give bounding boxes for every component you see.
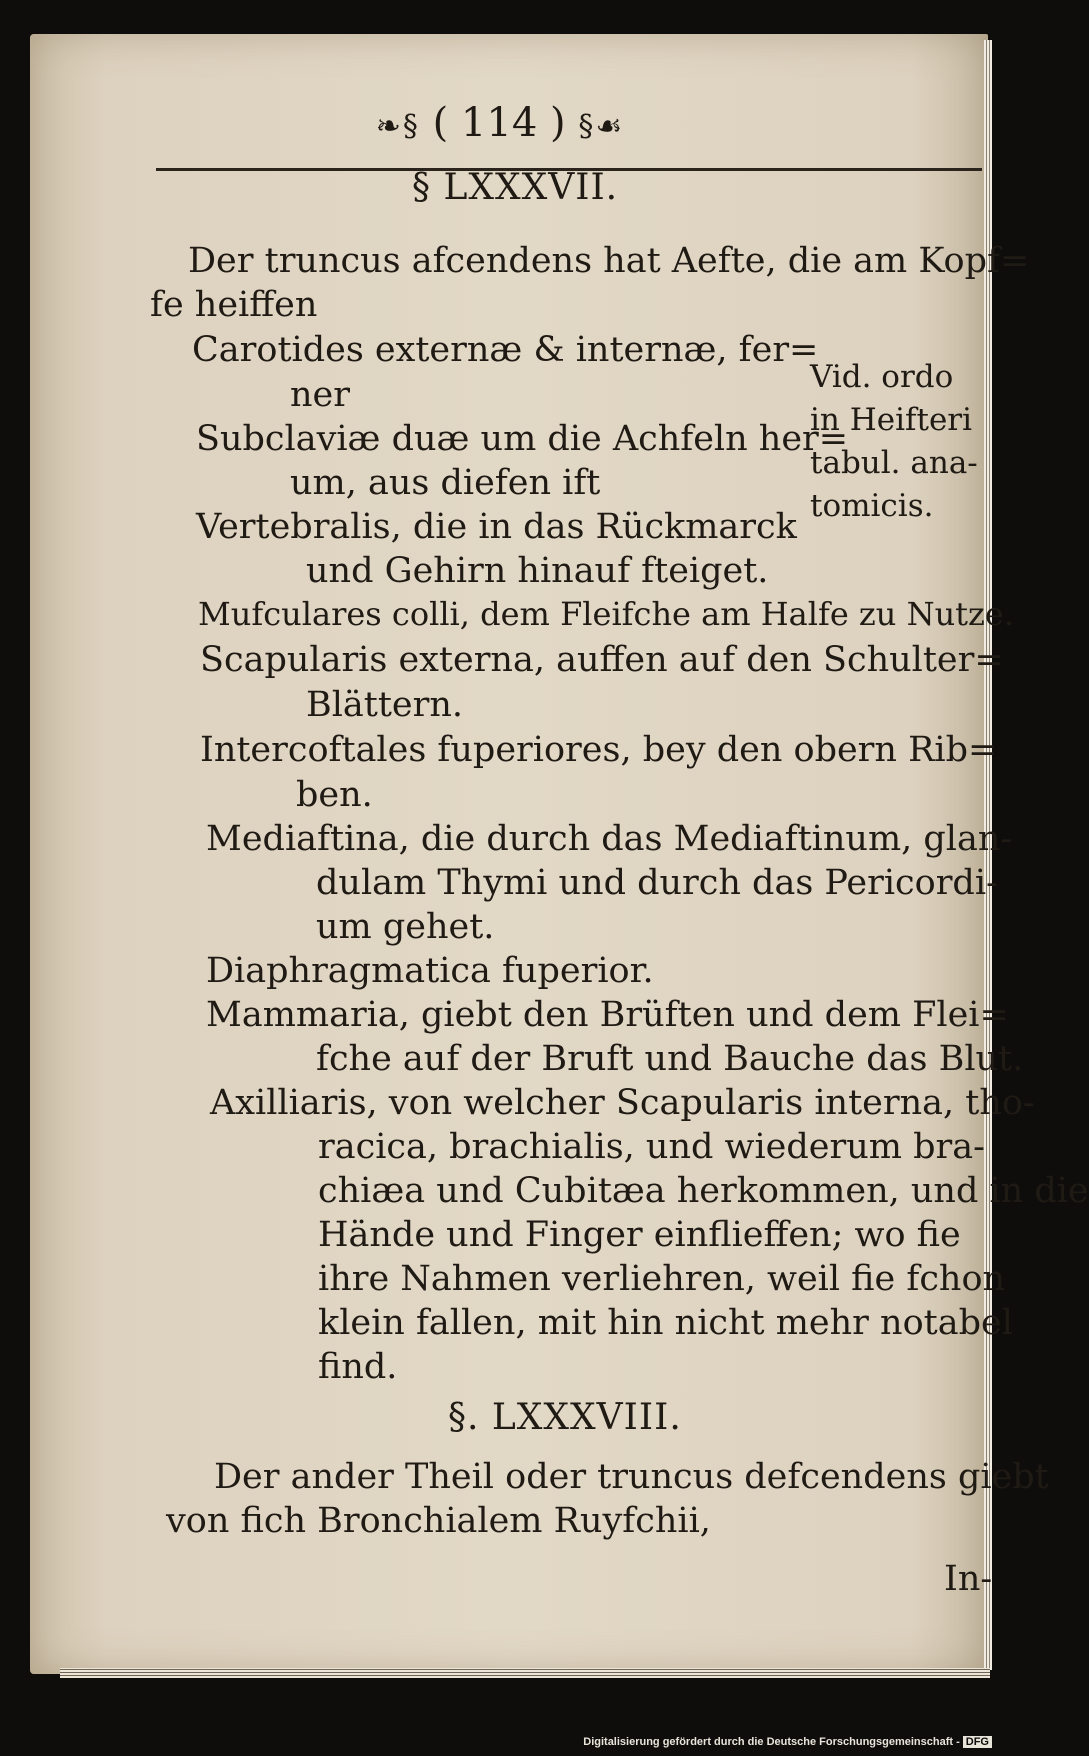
text-line: Vertebralis, die in das Rückmarck [196,507,797,547]
text-line: fe heiffen [150,285,318,325]
text-line: ihre Nahmen verliehren, weil fie fchon [318,1259,1006,1299]
header-ornament-left: ❧§ [375,109,420,144]
section-title: § LXXXVII. [412,167,619,208]
text-line: um gehet. [316,907,495,947]
text-line: Blättern. [306,685,464,725]
text-line: und Gehirn hinauf fteiget. [306,551,769,591]
text-line: racica, brachialis, und wiederum bra- [318,1127,985,1167]
margin-note-line: tabul. ana- [810,445,978,481]
header-ornament-right: §☙ [578,109,625,144]
text-line: Mammaria, giebt den Brüften und dem Flei= [206,995,1009,1035]
text-line: Diaphragmatica fuperior. [206,951,654,991]
text-line: Hände und Finger einflieffen; wo fie [318,1215,961,1255]
text-line: Scapularis externa, auffen auf den Schulter= [200,640,1004,680]
dfg-logo: DFG [963,1736,992,1748]
text-line: klein fallen, mit hin nicht mehr notabel [318,1303,1013,1343]
text-line: Mediaftina, die durch das Mediaftinum, glan- [206,819,1013,859]
page-number: ( 114 ) [432,100,566,146]
text-line: fche auf der Bruft und Bauche das Blut. [316,1039,1024,1079]
text-line: Subclaviæ duæ um die Achfeln her= [196,419,849,459]
margin-note-line: Vid. ordo [810,359,954,395]
text-line: von fich Bronchialem Ruyfchii, [166,1501,711,1541]
margin-note-line: in Heifteri [810,402,973,438]
text-line: find. [318,1347,398,1387]
page-header [0,100,1000,146]
page-edge-bottom [60,1668,990,1678]
digitization-footer [0,1736,992,1748]
section-title: §. LXXXVIII. [448,1397,682,1438]
text-line: um, aus diefen ift [290,463,601,503]
text-line: Axilliaris, von welcher Scapularis interna, tho- [210,1083,1035,1123]
text-line: Der truncus afcendens hat Aefte, die am Kopf= [188,241,1030,281]
text-line: Intercoftales fuperiores, bey den obern Rib= [200,730,998,770]
text-line: Mufculares colli, dem Fleifche am Halfe zu Nutze. [198,595,1014,633]
text-line: Der ander Theil oder truncus defcendens giebt [214,1457,1049,1497]
text-line: dulam Thymi und durch das Pericordi- [316,863,998,903]
margin-note-line: tomicis. [810,488,934,524]
margin-note [810,356,990,528]
text-line: chiæa und Cubitæa herkommen, und in die [318,1171,1089,1211]
catchword: In- [944,1559,993,1599]
text-line: ner [290,375,350,415]
text-line: ben. [296,775,373,815]
text-line: Carotides externæ & internæ, fer= [192,330,819,370]
footer-text: Digitalisierung gefördert durch die Deutsche Forschungsgemeinschaft - [583,1736,960,1748]
